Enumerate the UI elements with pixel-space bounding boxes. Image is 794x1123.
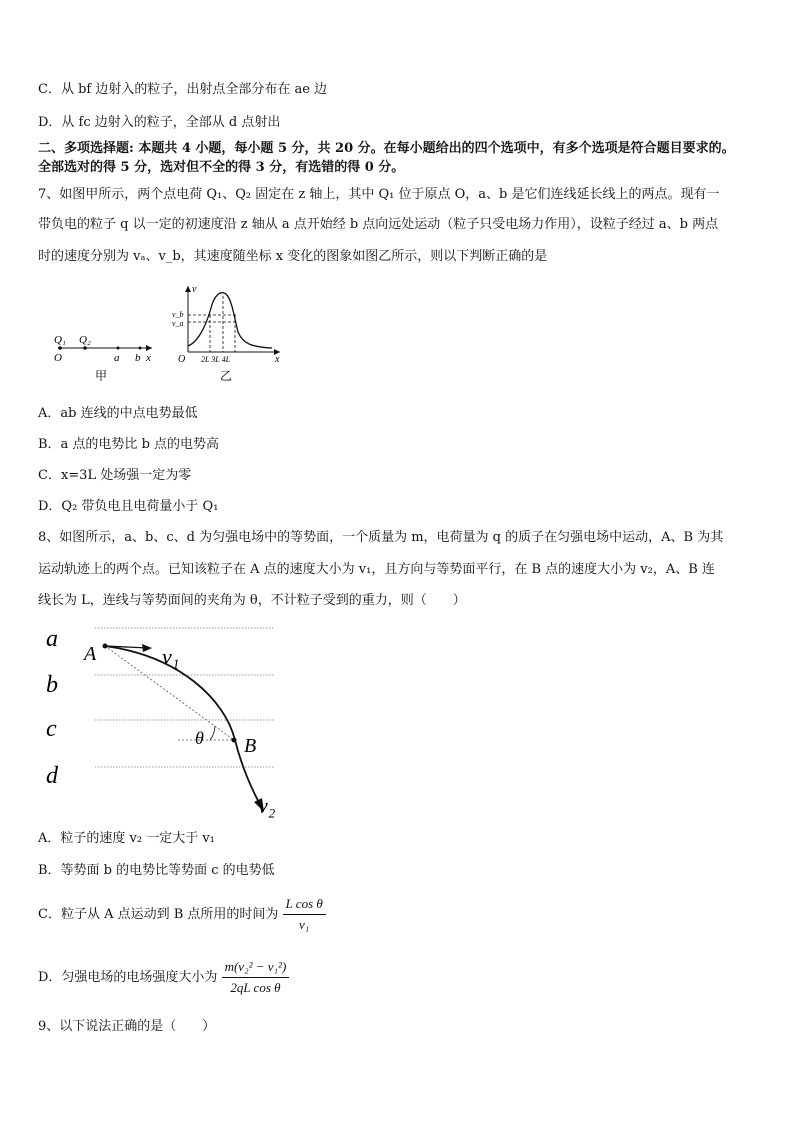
q8-option-c-text: C．粒子从 A 点运动到 B 点所用的时间为 [38,907,279,922]
label-B: B [244,735,257,757]
q2-charge-dot [83,346,87,350]
prev-option-c: C．从 bf 边射入的粒子，出射点全部分布在 ae 边 [38,82,328,97]
q7-figure-yi [168,280,298,390]
section-heading-line1: 二、多项选择题: 本题共 4 小题，每小题 5 分，共 20 分。在每小题给出的四个选项中，有多个选项是符合题目要求的。 [38,141,735,156]
q8-figure [40,620,320,820]
point-a-label: a [114,352,120,364]
q8-option-c-numerator: L cos θ [283,894,326,915]
q8-option-c-denominator: v₁ [299,917,310,932]
section-heading-line2: 全部选对的得 5 分，选对但不全的得 3 分，有选错的得 0 分。 [38,160,405,175]
label-theta: θ [195,728,204,748]
label-a: a [46,626,58,652]
x-axis-label: x [146,352,151,364]
q8-stem-line3: 线长为 L，连线与等势面间的夹角为 θ，不计粒子受到的重力，则（ ） [38,593,466,608]
label-v2: v₂ [258,793,276,818]
q7-option-d: D．Q₂ 带负电且电荷量小于 Q₁ [38,499,219,514]
theta-arc [210,726,215,740]
q7-option-a: A．ab 连线的中点电势最低 [38,406,198,421]
q8-option-d-text: D．匀强电场的电场强度大小为 [38,970,218,985]
prev-option-d: D．从 fc 边射入的粒子，全部从 d 点射出 [38,115,281,130]
q7-stem-line1: 7、如图甲所示，两个点电荷 Q₁、Q₂ 固定在 z 轴上，其中 Q₁ 位于原点 O，a、b 是它们连线延长线上的两点。现有一 [38,187,720,202]
q8-option-d-denominator: 2qL cos θ [230,980,281,995]
q8-option-c-fraction [283,894,326,935]
q8-stem-line2: 运动轨迹上的两个点。已知该粒子在 A 点的速度大小为 v₁，且方向与等势面平行，在 B 点的速度大小为 v₂，A、B 连 [38,562,715,577]
q1-charge-dot [58,346,62,350]
tick-labels: 2L 3L 4L [201,355,231,364]
q8-option-b: B．等势面 b 的电势比等势面 c 的电势低 [38,863,275,878]
q1-label: Q₁ [54,334,66,346]
fig-caption-jia: 甲 [95,369,108,383]
label-d: d [46,763,58,789]
vb-label: v_b [172,310,184,319]
label-b: b [46,672,58,698]
q8-option-d-numerator: m(v₂² − v₁²) [222,957,290,978]
point-A [103,644,108,649]
label-v1: v₁ [162,644,180,669]
q8-option-a: A．粒子的速度 v₂ 一定大于 v₁ [38,831,215,846]
va-label: v_a [172,319,184,328]
q7-figure-jia [40,280,160,390]
q7-stem-line3: 时的速度分别为 vₐ、v_b，其速度随坐标 x 变化的图象如图乙所示，则以下判断正确的是 [38,249,548,264]
q8-option-d-fraction [222,957,290,998]
label-c: c [46,716,57,742]
q9-stem-line1: 9、以下说法正确的是（ ） [38,1019,216,1034]
origin-label-yi: O [178,354,186,365]
label-A: A [84,643,97,665]
q7-stem-line2: 带负电的粒子 q 以一定的初速度沿 z 轴从 a 点开始经 b 点向远处运动（粒子只受电场力作用），设粒子经过 a、b 两点 [38,217,719,232]
q8-option-c [38,893,758,937]
q2-label: Q₂ [79,334,91,346]
v-axis-label: v [192,284,197,295]
q7-option-b: B．a 点的电势比 b 点的电势高 [38,437,220,452]
origin-label: O [54,352,62,364]
fig-caption-yi: 乙 [220,369,233,383]
q8-option-d [38,956,758,1000]
point-b-label: b [135,352,141,364]
velocity-curve [188,293,272,348]
x-axis-label-yi: x [275,354,280,365]
q7-option-c: C．x=3L 处场强一定为零 [38,468,192,483]
q8-stem-line1: 8、如图所示，a、b、c、d 为匀强电场中的等势面，一个质量为 m，电荷量为 q 的质子在匀强电场中运动，A、B 为其 [38,530,724,545]
point-B [232,738,237,743]
trajectory-curve [105,646,262,808]
